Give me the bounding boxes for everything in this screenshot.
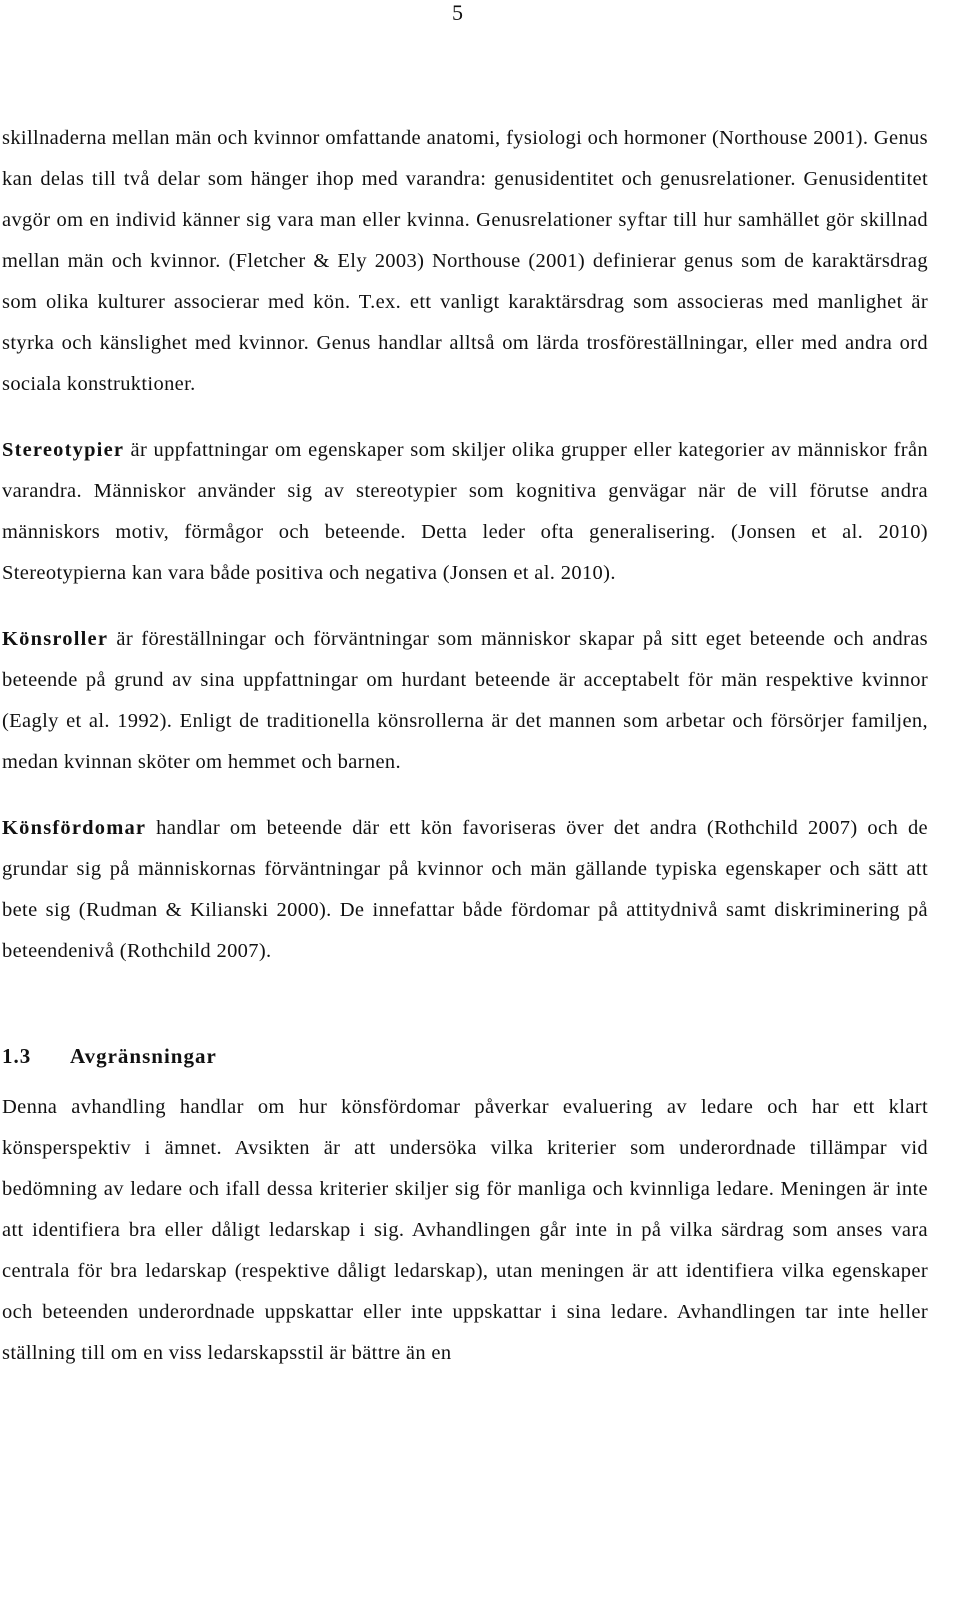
section-number: 1.3: [2, 1044, 32, 1068]
paragraph-delimitations: Denna avhandling handlar om hur könsfördomar påverkar evaluering av ledare och har ett klart könsperspektiv i ämnet. Avsikten är att undersöka vilka kriterier som underordnade tillämpar vid bedömning av ledare och ifall dessa kriterier skiljer sig för manliga och kvinnliga ledare. Meningen är inte att identifiera bra eller dåligt ledarskap i sig. Avhandlingen går inte in på vilka särdrag som anses vara centrala för bra ledarskap (respektive dåligt ledarskap), utan meningen är att identifiera vilka egenskaper och beteenden underordnade uppskattar eller inte uppskattar i sina ledare. Avhandlingen tar inte heller ställning till om en viss ledarskapsstil är bättre än en: [2, 1096, 928, 1364]
section-heading: [2, 1036, 928, 1077]
section-title: Avgränsningar: [70, 1044, 217, 1068]
page-number: 5: [452, 0, 463, 25]
term-stereotypier: Stereotypier: [2, 439, 125, 461]
paragraph-gender-bias-text: handlar om beteende där ett kön favoriseras över det andra (Rothchild 2007) och de grundar sig på människornas förväntningar på kvinnor och män gällande typiska egenskaper och sätt att bete sig (Rudman & Kilianski 2000). De innefattar både fördomar på attitydnivå samt diskriminering på beteendenivå (Rothchild 2007).: [2, 817, 928, 962]
paragraph-gender-roles-text: är föreställningar och förväntningar som människor skapar på sitt eget beteende och andras beteende på grund av sina uppfattningar om hurdant beteende är acceptabelt för män respektive kvinnor (Eagly et al. 1992). Enligt de traditionella könsrollerna är det mannen som arbetar och försörjer familjen, medan kvinnan sköter om hemmet och barnen.: [2, 628, 928, 773]
paragraph-gender-bias: [2, 808, 928, 972]
paragraph-stereotypes: [2, 430, 928, 594]
term-konsroller: Könsroller: [2, 628, 109, 650]
paragraph-gender-roles: [2, 619, 928, 783]
paragraph-stereotypes-text: är uppfattningar om egenskaper som skiljer olika grupper eller kategorier av människor från varandra. Människor använder sig av stereotypier som kognitiva genvägar när de vill förutse andra människors motiv, förmågor och beteende. Detta leder ofta generalisering. (Jonsen et al. 2010) Stereotypierna kan vara både positiva och negativa (Jonsen et al. 2010).: [2, 439, 928, 584]
paragraph-gender: skillnaderna mellan män och kvinnor omfattande anatomi, fysiologi och hormoner (Northouse 2001). Genus kan delas till två delar som hänger ihop med varandra: genusidentitet och genusrelationer. Genusidentitet avgör om en individ känner sig vara man eller kvinna. Genusrelationer syftar till hur samhället gör skillnad mellan män och kvinnor. (Fletcher & Ely 2003) Northouse (2001) definierar genus som de karaktärsdrag som olika kulturer associerar med kön. T.ex. ett vanligt karaktärsdrag som associeras med manlighet är styrka och känslighet med kvinnor. Genus handlar alltså om lärda trosföreställningar, eller med andra ord sociala konstruktioner.: [2, 127, 928, 395]
term-konsfordomar: Könsfördomar: [2, 817, 147, 839]
document-body: [2, 118, 928, 1374]
